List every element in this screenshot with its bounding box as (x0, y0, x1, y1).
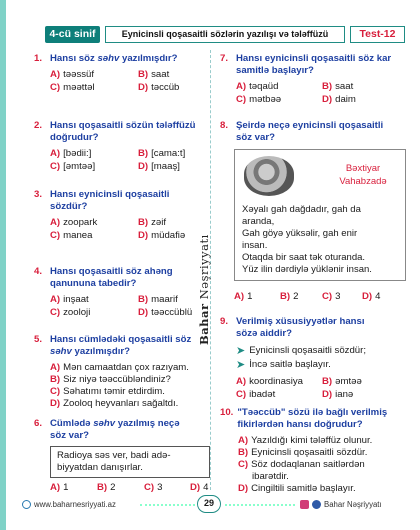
option-b[interactable]: B) 2 (97, 482, 116, 493)
question-number: 8. (220, 120, 229, 131)
question-6-options (34, 482, 209, 494)
poet-photo (244, 156, 294, 196)
question-1 (34, 53, 204, 95)
question-emphasis: səhv (50, 346, 72, 357)
sentence-box (50, 446, 210, 478)
option-c[interactable]: C) 3 (322, 291, 341, 302)
feature-item: ➤ İncə saitlə başlayır. (236, 359, 331, 371)
option-a[interactable]: A) 1 (50, 482, 69, 493)
question-text: yazılmışdır? (71, 346, 130, 357)
option-b[interactable]: B) 2 (280, 291, 299, 302)
option-a[interactable]: A) inşaat (50, 294, 89, 305)
question-text: fikirlərdən hansı doğrudur? (237, 419, 363, 430)
option-a[interactable]: A) koordinasiya (236, 376, 303, 387)
poem-line: Otaqda bir saat tək oturanda. (242, 252, 366, 263)
option-c[interactable]: C) 3 (144, 482, 163, 493)
question-text: Şeirdə neçə eynicinsli qoşasaitli (236, 120, 384, 131)
question-text: söz var? (50, 430, 89, 441)
question-number: 9. (220, 316, 229, 327)
poem-box (234, 149, 406, 281)
question-9 (220, 316, 410, 402)
question-text: Hansı qoşasaitli söz ahəng (50, 266, 173, 277)
option-b[interactable]: B) Eynicinsli qoşasaitli sözdür. (238, 447, 368, 458)
option-b[interactable]: B) saat (322, 81, 354, 92)
option-c-continued: ibarətdir. (252, 471, 289, 482)
option-b[interactable]: B) [cama:t] (138, 148, 186, 159)
sentence-line: biyyatdan danışırlar. (57, 462, 143, 473)
brand-rest: Nəşriyyatı (197, 234, 211, 304)
poet-name: Bəxtiyar Vahabzadə (339, 163, 387, 187)
arrow-icon: ➤ (236, 345, 246, 357)
poem-text (242, 204, 372, 276)
question-text: Verilmiş xüsusiyyətlər hansı (236, 316, 365, 327)
question-8-options (220, 291, 410, 303)
question-text: Hansı eynicinsli qoşasaitli (50, 189, 170, 200)
footer-dots-right (225, 504, 295, 506)
question-text: Cümlədə (50, 418, 94, 429)
question-6 (34, 418, 206, 478)
option-a[interactable]: A) Mən camaatdan çox razıyam. (50, 362, 189, 373)
option-c[interactable]: C) manea (50, 230, 93, 241)
option-b[interactable]: B) zəif (138, 217, 167, 228)
option-c[interactable]: C) Səhatımı təmir etdirdim. (50, 386, 165, 397)
poem-line: Yüz ilin dərdiylə yüklənir insan. (242, 264, 372, 275)
question-text: yazılmışdır? (119, 53, 178, 64)
option-d[interactable]: D) təəccüblü (138, 307, 193, 318)
question-text: Hansı cümlədəki qoşasaitli söz (50, 334, 192, 345)
poem-line: Xəyalı gah dağdadır, gah da (242, 204, 361, 215)
footer-dots-left (140, 504, 195, 506)
question-2 (34, 120, 204, 174)
question-3 (34, 189, 204, 243)
question-number: 4. (34, 266, 43, 277)
topic-title: Eynicinsli qoşasaitli sözlərin yazılışı və tələffüzü (105, 26, 345, 43)
question-number: 1. (34, 53, 43, 64)
test-number: Test-12 (350, 26, 405, 43)
option-d[interactable]: D) 4 (362, 291, 381, 302)
option-d[interactable]: D) ianə (322, 389, 354, 400)
question-number: 3. (34, 189, 43, 200)
question-7 (220, 53, 410, 107)
option-c[interactable]: C) [əmtəə] (50, 161, 96, 172)
option-b[interactable]: B) Siz niyə təəccübləndiniz? (50, 374, 171, 385)
question-text: Hansı qoşasaitli sözün tələffüzü (50, 120, 196, 131)
brand-bold: Bahar (197, 303, 211, 345)
question-text: qanununa tabedir? (50, 278, 137, 289)
question-text: "Təəccüb" sözü ilə bağlı verilmiş (237, 407, 388, 418)
question-5 (34, 334, 206, 410)
question-number: 5. (34, 334, 43, 345)
globe-icon (22, 500, 31, 509)
option-d[interactable]: D) müdafiə (138, 230, 186, 241)
arrow-icon: ➤ (236, 359, 246, 371)
option-b[interactable]: B) saat (138, 69, 170, 80)
option-a[interactable]: A) təqaüd (236, 81, 279, 92)
question-number: 10. (220, 407, 234, 418)
page-number: 29 (197, 495, 221, 513)
option-d[interactable]: D) Zooloq heyvanları sağaltdı. (50, 398, 179, 409)
option-a[interactable]: A) təəssüf (50, 69, 95, 80)
question-10 (220, 407, 415, 495)
question-text: doğrudur? (50, 132, 99, 143)
grade-label: 4-cü sinif (45, 26, 100, 43)
option-c[interactable]: C) ibadət (236, 389, 276, 400)
footer-social[interactable] (300, 500, 382, 509)
question-4 (34, 266, 204, 320)
footer-website[interactable] (22, 500, 116, 509)
question-text: samitlə başlayır? (236, 65, 314, 76)
option-d[interactable]: D) daim (322, 94, 356, 105)
option-a[interactable]: A) 1 (234, 291, 253, 302)
poem-line: aranda, (242, 216, 275, 227)
question-number: 7. (220, 53, 229, 64)
question-text: yazılmış neçə (115, 418, 180, 429)
question-emphasis: səhv (93, 418, 116, 429)
feature-item: ➤ Eynicinsli qoşasaitli sözdür; (236, 345, 366, 357)
question-text: sözdür? (50, 201, 88, 212)
option-d[interactable]: D) təccüb (138, 82, 180, 93)
social-text: Bahar Nəşriyyatı (324, 500, 382, 509)
option-c[interactable]: C) məəttəl (50, 82, 95, 93)
question-text: Hansı eynicinsli qoşasaitli söz kar (236, 53, 392, 64)
option-d[interactable]: D) 4 (190, 482, 209, 493)
option-b[interactable]: B) maarif (138, 294, 178, 305)
question-text: sözə aiddir? (236, 328, 292, 339)
question-text: söz var? (236, 132, 275, 143)
option-a[interactable]: A) zoopark (50, 217, 98, 228)
option-c[interactable]: C) Söz dodaqlanan saitlərdən (238, 459, 365, 470)
option-c[interactable]: C) zooloji (50, 307, 91, 318)
poem-line: Gah göyə yüksəlir, gah enir (242, 228, 358, 239)
question-emphasis: səhv (97, 53, 120, 64)
option-b[interactable]: B) əmtəə (322, 376, 362, 387)
instagram-icon (300, 500, 309, 509)
poem-line: insan. (242, 240, 268, 251)
option-c[interactable]: C) mətbəə (236, 94, 282, 105)
facebook-icon (312, 500, 321, 509)
question-number: 2. (34, 120, 43, 131)
website-text: www.baharnesriyyati.az (34, 500, 116, 509)
option-a[interactable]: A) Yazıldığı kimi tələffüz olunur. (238, 435, 373, 446)
option-a[interactable]: A) [bədii:] (50, 148, 92, 159)
option-d[interactable]: D) [maaş] (138, 161, 180, 172)
question-8 (220, 120, 410, 144)
question-number: 6. (34, 418, 43, 429)
question-text: Hansı söz (50, 53, 98, 64)
sentence-line: Radioya səs ver, badi adə- (57, 450, 171, 461)
option-d[interactable]: D) Cingiltili samitlə başlayır. (238, 483, 356, 494)
